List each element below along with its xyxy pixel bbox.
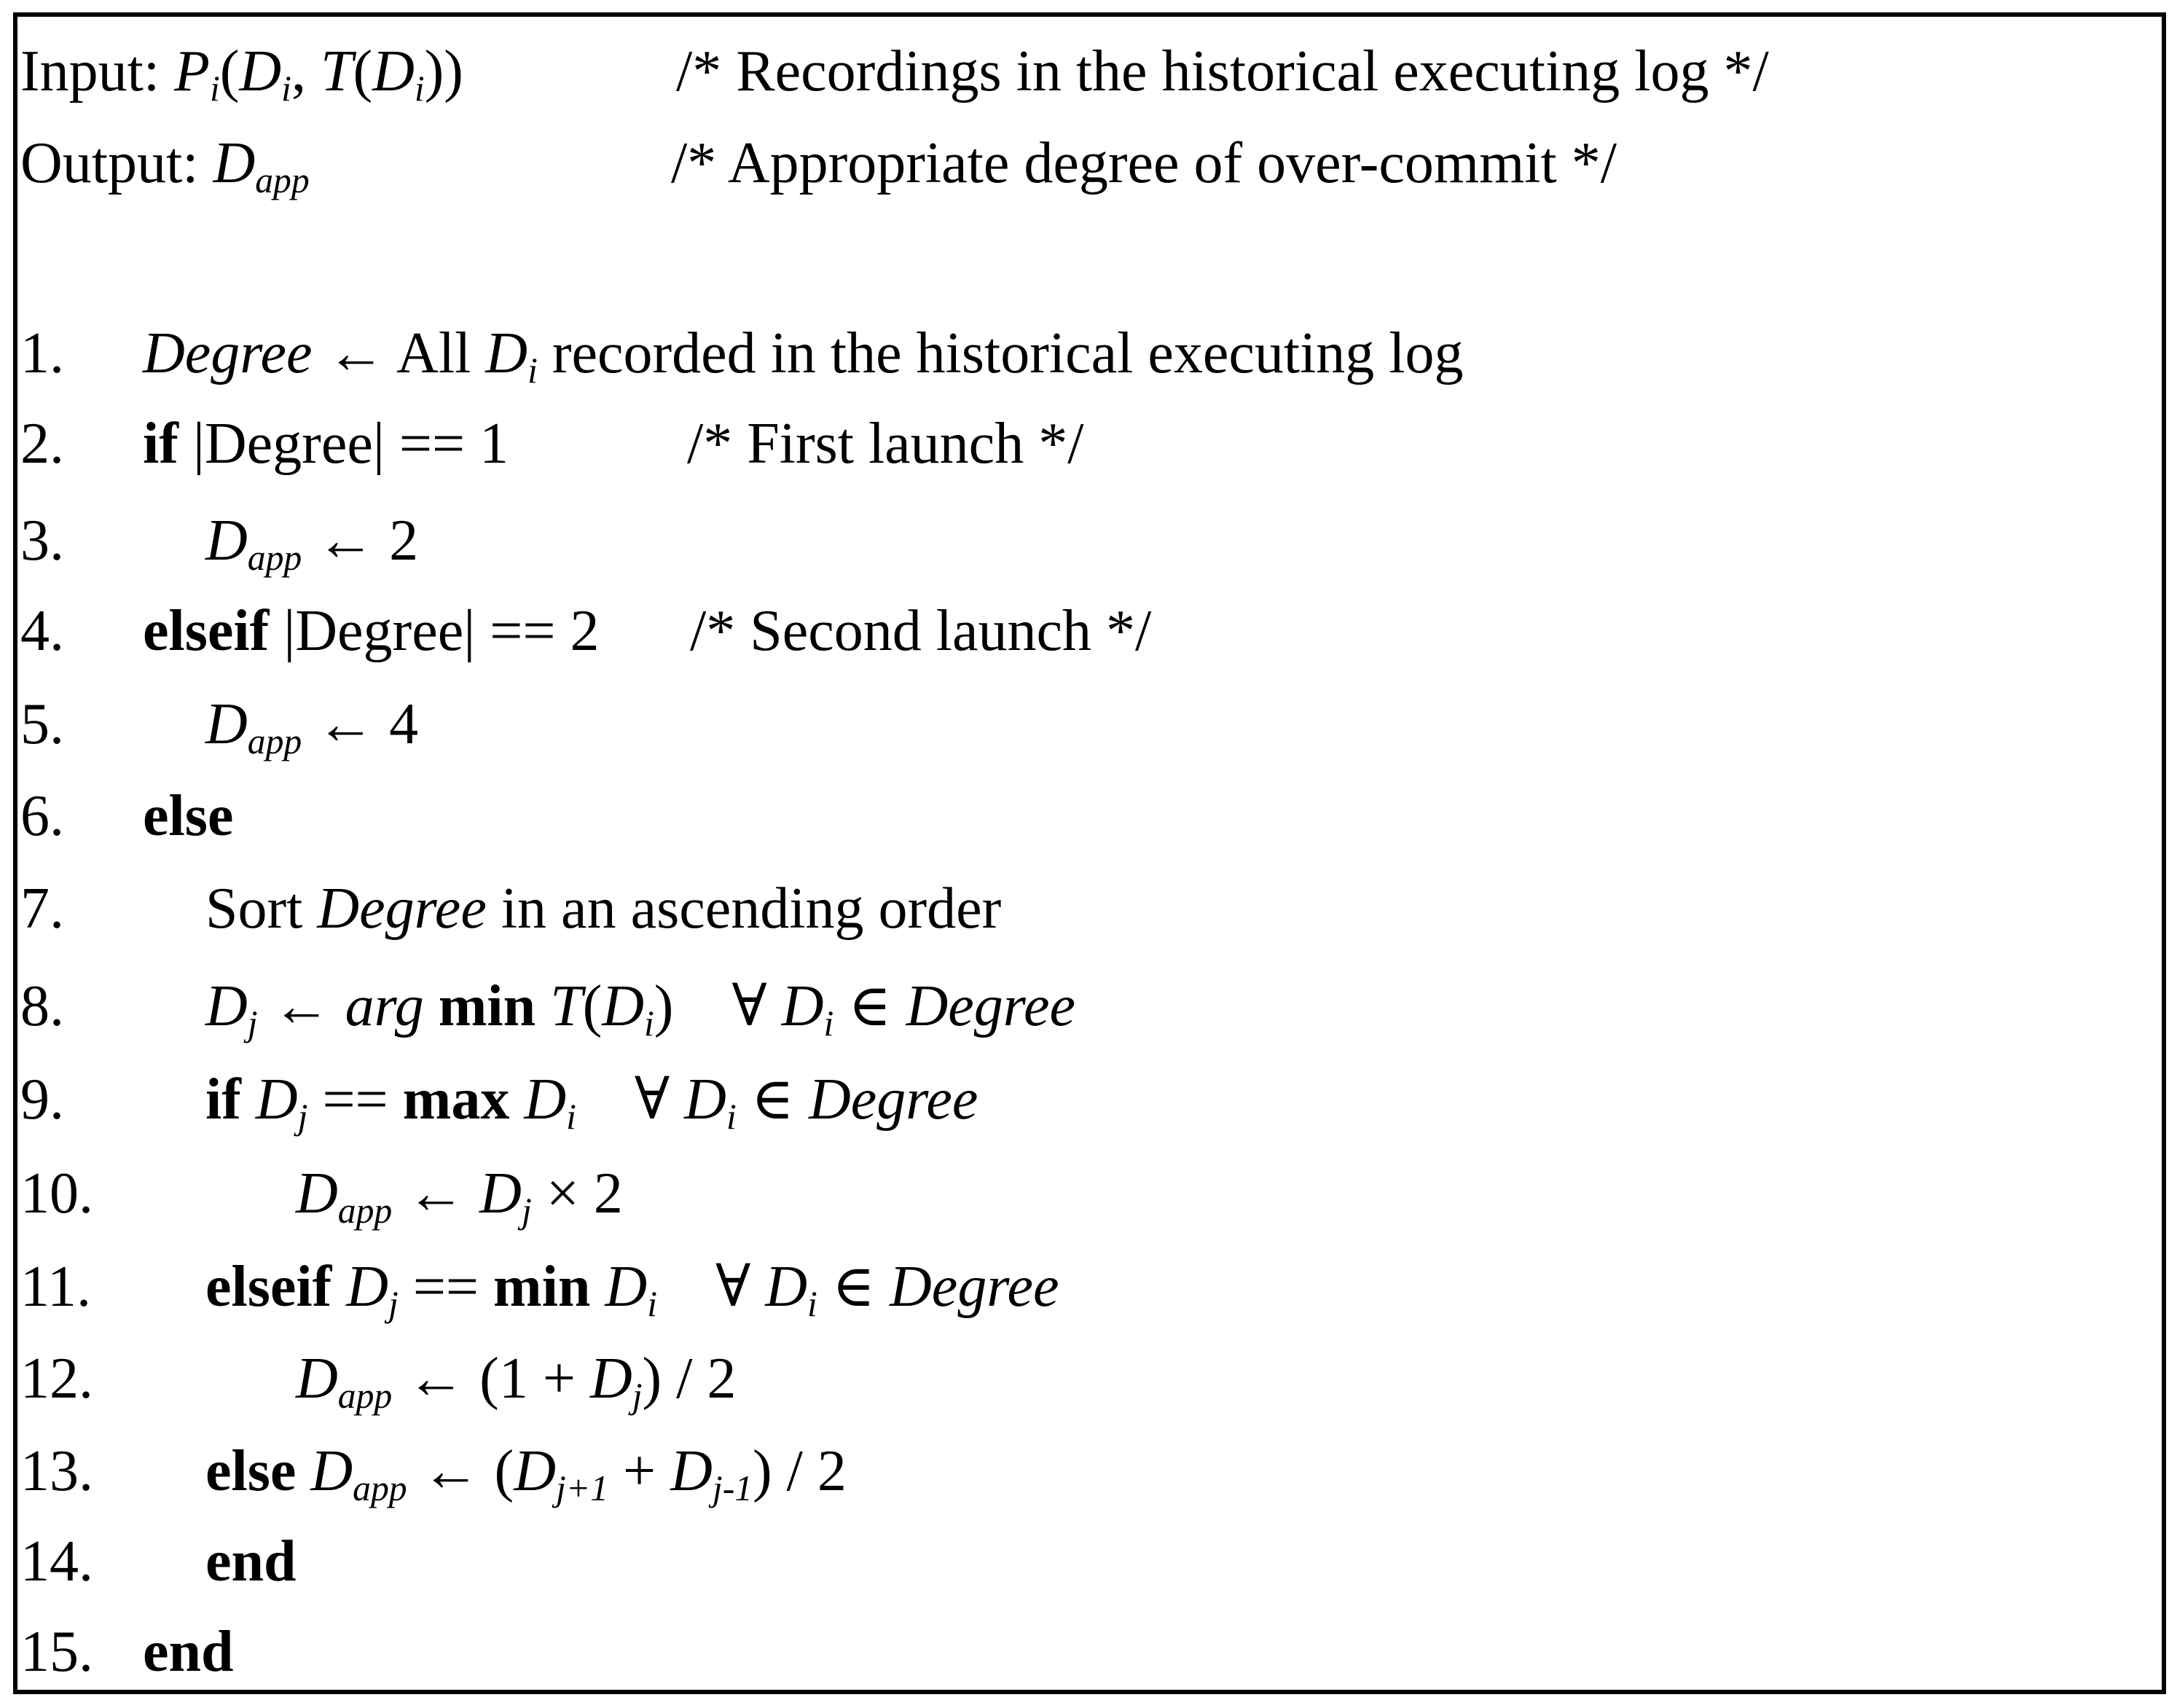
left-arrow-icon: ← bbox=[316, 509, 375, 573]
output-label: Output: bbox=[20, 131, 199, 195]
input-comment: /* Recordings in the historical executing log */ bbox=[676, 39, 1769, 103]
line-number: 8. bbox=[20, 974, 64, 1038]
element-of-icon: ∈ bbox=[831, 1255, 876, 1319]
line-number: 14. bbox=[20, 1529, 93, 1594]
line-number: 2. bbox=[20, 412, 64, 476]
line-number: 7. bbox=[20, 877, 64, 941]
line-number: 1. bbox=[20, 321, 64, 385]
keyword-if: if bbox=[205, 1068, 241, 1132]
element-of-icon: ∈ bbox=[848, 974, 892, 1038]
line-number: 11. bbox=[20, 1255, 92, 1319]
keyword-else: else bbox=[143, 784, 234, 848]
left-arrow-icon: ← bbox=[407, 1347, 466, 1411]
output-comment: /* Appropriate degree of over-commit */ bbox=[671, 131, 1617, 195]
keyword-elseif: elseif bbox=[205, 1255, 332, 1319]
forall-icon: ∀ bbox=[634, 1068, 670, 1132]
line-number: 9. bbox=[20, 1068, 64, 1132]
left-arrow-icon: ← bbox=[421, 1439, 480, 1503]
line-number: 13. bbox=[20, 1439, 93, 1503]
forall-icon: ∀ bbox=[731, 974, 767, 1038]
left-arrow-icon: ← bbox=[316, 692, 375, 756]
line-number: 12. bbox=[20, 1347, 93, 1411]
keyword-end: end bbox=[143, 1620, 234, 1684]
line-comment: /* First launch */ bbox=[687, 412, 1084, 476]
input-label: Input: bbox=[20, 39, 160, 103]
keyword-end: end bbox=[205, 1529, 297, 1594]
line-number: 4. bbox=[20, 599, 64, 663]
line-number: 10. bbox=[20, 1161, 93, 1226]
line-comment: /* Second launch */ bbox=[690, 599, 1152, 663]
line-number: 15. bbox=[20, 1620, 93, 1684]
line-number: 5. bbox=[20, 692, 64, 756]
keyword-elseif: elseif bbox=[143, 599, 270, 663]
element-of-icon: ∈ bbox=[750, 1068, 794, 1132]
keyword-else: else bbox=[205, 1439, 297, 1503]
forall-icon: ∀ bbox=[715, 1255, 751, 1319]
left-arrow-icon: ← bbox=[407, 1161, 466, 1226]
keyword-if: if bbox=[143, 412, 179, 476]
line-number: 6. bbox=[20, 784, 64, 848]
left-arrow-icon: ← bbox=[326, 321, 385, 385]
left-arrow-icon: ← bbox=[272, 974, 331, 1038]
line-number: 3. bbox=[20, 509, 64, 573]
